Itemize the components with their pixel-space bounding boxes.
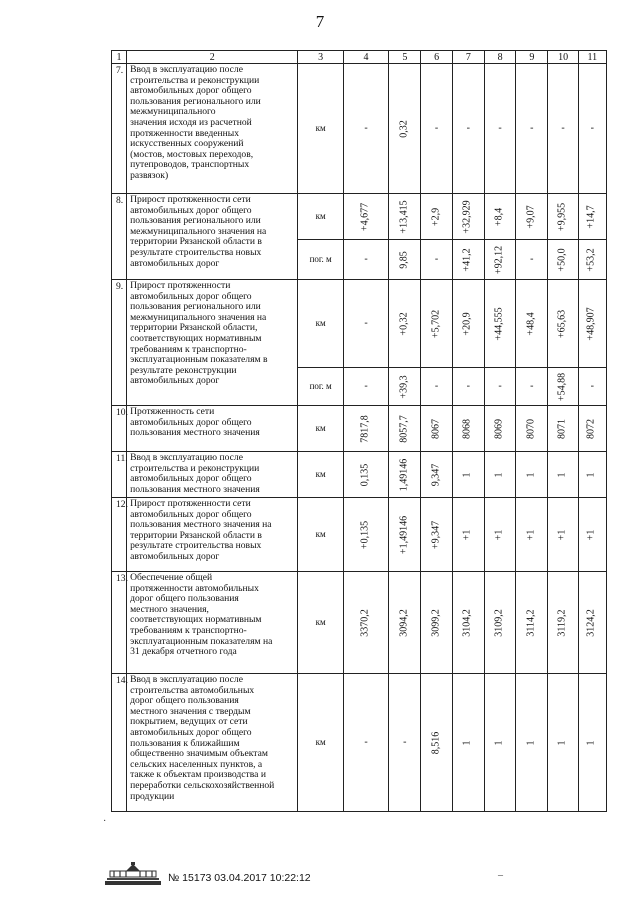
value-text: 1 [462,472,474,477]
value-text: - [530,122,534,134]
description-line: дорог общего пользования [130,695,239,707]
value-text: 0,32 [398,119,410,138]
value-text: - [364,736,368,748]
column-header-5: 5 [389,51,421,64]
description-line: развязок) [130,169,169,181]
value-cell [516,406,548,452]
value-cell [578,406,606,452]
value-text: - [590,122,595,134]
value-cell [484,452,515,498]
value-text: - [466,122,470,134]
value-text: - [561,122,565,134]
value-cell [343,406,388,452]
description-line: Протяженность сети [130,406,215,417]
value-cell [578,64,606,194]
column-header-11: 11 [578,51,606,64]
unit-cell: пог. м [298,368,343,406]
value-text: +1 [556,529,568,540]
description-line: эксплуатационным показателям на [130,635,273,647]
value-text: - [364,380,368,392]
value-text: 1 [556,740,568,745]
description-line: автомобильных дорог общего [130,204,252,216]
description-line: результате реконструкции [130,364,237,376]
description-line: (мостов, мостовых переходов, [130,148,254,160]
value-cell [343,240,388,280]
table-row [112,64,607,194]
value-cell [516,674,548,812]
value-cell [421,194,452,240]
value-text: +65,63 [556,309,568,338]
value-cell [452,64,484,194]
value-text: +53,2 [586,247,598,272]
value-text: 1 [586,472,598,477]
value-cell [421,280,452,368]
description-line: покрытием, ведущих от сети [130,716,248,728]
description-line: Ввод в эксплуатацию после [130,452,243,463]
value-text: - [466,380,470,392]
value-text: 3094,2 [398,608,410,637]
value-text: +14,7 [586,204,598,229]
row-number: 7. [112,64,127,194]
value-cell [343,452,388,498]
value-cell [421,572,452,674]
value-cell [343,572,388,674]
value-cell [548,498,578,572]
value-text: 3119,2 [556,608,568,637]
value-cell [484,406,515,452]
value-text: 8057,7 [398,414,410,443]
value-cell [343,64,388,194]
description-line: пользования регионального или [130,95,261,107]
description-line: требованиям к транспортно- [130,624,247,636]
unit-cell: км [298,498,343,572]
value-cell [452,406,484,452]
description-line: пользования регионального или [130,215,261,227]
value-text: 3370,2 [359,608,371,637]
column-header-10: 10 [548,51,578,64]
description-line: пользования к ближайшим [130,737,240,749]
value-text: 8067 [430,418,442,439]
value-text: +20,9 [462,311,474,336]
value-text: 8069 [493,418,505,439]
value-text: +9,347 [430,520,442,549]
value-cell [548,240,578,280]
indicator-description [127,452,298,498]
description-line: автомобильных дорог общего [130,290,252,302]
description-line: автомобильных дорог [130,375,220,387]
value-cell [421,452,452,498]
description-line: Обеспечение общей [130,572,213,583]
description-line: местного значения с твердым [130,705,251,717]
value-text: 0,135 [359,463,371,486]
value-cell [421,64,452,194]
table-row [112,406,607,452]
description-line: межмуниципального [130,106,216,118]
value-cell [452,280,484,368]
value-cell [389,280,421,368]
value-text: 8072 [586,418,598,439]
value-text: +39,3 [398,374,410,399]
value-text: - [434,122,439,134]
value-cell [389,572,421,674]
value-cell [516,572,548,674]
row-number: 13. [112,572,127,674]
value-cell [389,368,421,406]
description-line: Прирост протяженности сети [130,498,251,509]
value-text: 1 [586,740,598,745]
value-cell [484,240,515,280]
description-line: Прирост протяженности сети [130,194,251,205]
value-cell [452,572,484,674]
unit-cell: км [298,280,343,368]
row-number: 12. [112,498,127,572]
value-text: - [364,253,368,265]
indicator-description [127,674,298,812]
description-line: результате строительства новых [130,540,262,552]
value-cell [548,406,578,452]
value-text: 7817,8 [359,414,371,443]
value-cell [389,452,421,498]
value-text: +32,929 [462,199,474,234]
column-header-4: 4 [343,51,388,64]
table-row [112,194,607,240]
value-cell [516,64,548,194]
value-cell [516,498,548,572]
unit-cell: км [298,674,343,812]
description-line: продукции [130,790,175,802]
indicator-description [127,498,298,572]
value-cell [548,368,578,406]
value-cell [548,572,578,674]
description-line: также к объектам производства и [130,769,266,781]
description-line: протяженности введенных [130,127,240,139]
row-number: 9. [112,280,127,406]
value-cell [484,572,515,674]
value-text: +1 [493,529,505,540]
value-cell [578,498,606,572]
value-cell [516,240,548,280]
description-line: автомобильных дорог общего [130,416,252,428]
column-header-6: 6 [421,51,452,64]
value-cell [452,368,484,406]
column-header-2: 2 [127,51,298,64]
value-text: 1 [462,740,474,745]
value-cell [389,674,421,812]
column-header-3: 3 [298,51,343,64]
description-line: автомобильных дорог общего [130,726,252,738]
description-line: межмуниципального значения на [130,311,267,323]
value-text: - [434,380,439,392]
value-cell [343,674,388,812]
value-text: +2,9 [430,207,442,226]
unit-cell: км [298,406,343,452]
column-header-8: 8 [484,51,515,64]
description-line: местного значения, [130,603,209,615]
value-text: 3114,2 [525,608,537,637]
value-text: 9,85 [398,250,410,269]
value-text: +9,955 [556,202,568,231]
value-text: +44,555 [493,306,505,341]
description-line: соответствующих нормативным [130,614,262,626]
value-cell [548,64,578,194]
description-line: территории Рязанской области в [130,529,262,541]
value-cell [548,674,578,812]
value-text: +0,135 [359,520,371,549]
value-text: - [498,380,502,392]
description-line: межмуниципального значения на [130,225,267,237]
description-line: автомобильных дорог общего [130,508,252,520]
description-line: территории Рязанской области, [130,322,258,334]
value-text: 1 [556,472,568,477]
document-stamp: № 15173 03.04.2017 10:22:12 [168,872,311,884]
value-cell [343,194,388,240]
value-text: +13,415 [398,199,410,234]
value-cell [516,194,548,240]
value-text: - [364,317,368,329]
value-text: - [403,736,407,748]
value-cell [452,452,484,498]
description-line: Прирост протяженности [130,280,231,291]
description-line: пользования местного значения на [130,519,272,531]
value-cell [389,194,421,240]
value-text: - [590,380,595,392]
table-row [112,674,607,812]
description-line: требованиям к транспортно- [130,343,247,355]
scan-mark: – [498,870,503,881]
value-cell [452,674,484,812]
value-cell [389,406,421,452]
column-header-9: 9 [516,51,548,64]
description-line: территории Рязанской области в [130,236,262,248]
description-line: автомобильных дорог [130,550,220,562]
value-cell [578,194,606,240]
value-text: - [530,253,534,265]
value-cell [421,240,452,280]
value-text: 1 [525,740,537,745]
unit-cell: км [298,64,343,194]
value-text: +9,07 [525,204,537,229]
value-text: 8,516 [430,731,442,754]
value-text: +50,0 [556,247,568,272]
indicator-description [127,406,298,452]
indicator-description [127,572,298,674]
value-cell [389,64,421,194]
description-line: пользования регионального или [130,301,261,313]
row-number: 10. [112,406,127,452]
value-text: 8068 [462,418,474,439]
value-cell [452,498,484,572]
value-cell [421,674,452,812]
description-line: строительства и реконструкции [130,462,260,474]
indicator-description [127,194,298,280]
value-cell [578,674,606,812]
description-line: переработки сельскохозяйственной [130,779,275,791]
indicator-description [127,280,298,406]
table-row [112,280,607,368]
value-text: +5,702 [430,309,442,338]
value-text: +4,677 [359,202,371,231]
description-line: строительства автомобильных [130,684,255,696]
value-text: 1 [493,472,505,477]
value-text: - [364,122,368,134]
description-line: сельских населенных пунктов, а [130,758,263,770]
row-number: 8. [112,194,127,280]
value-cell [343,280,388,368]
value-cell [421,406,452,452]
value-text: +8,4 [493,207,505,226]
value-cell [484,194,515,240]
description-line: 31 декабря отчетного года [130,646,237,658]
value-cell [389,240,421,280]
value-text: 3124,2 [586,608,598,637]
description-line: пользования местного значения [130,483,260,495]
value-text: +1 [462,529,474,540]
description-line: Ввод в эксплуатацию после [130,674,243,685]
row-number: 11. [112,452,127,498]
page-number: 7 [315,12,325,31]
table-row [112,498,607,572]
value-cell [578,572,606,674]
description-line: строительства и реконструкции [130,74,260,86]
value-cell [484,674,515,812]
value-cell [548,280,578,368]
unit-cell: км [298,572,343,674]
value-cell [578,452,606,498]
value-text: - [530,380,534,392]
value-cell [421,498,452,572]
indicators-table [111,50,607,812]
value-text: 8071 [556,418,568,439]
value-cell [548,194,578,240]
value-text: +1 [586,529,598,540]
value-cell [484,368,515,406]
value-text: 8070 [525,418,537,439]
government-building-logo-icon [104,862,162,886]
value-cell [389,498,421,572]
value-cell [452,240,484,280]
value-text: 3109,2 [493,608,505,637]
description-line: протяженности автомобильных [130,582,259,594]
description-line: пользования местного значения [130,427,260,439]
description-line: дорог общего пользования [130,593,239,605]
value-cell [578,240,606,280]
value-text: +1 [525,529,537,540]
value-cell [343,368,388,406]
description-line: значения исходя из расчетной [130,116,252,128]
unit-cell: км [298,194,343,240]
description-line: путепроводов, транспортных [130,159,250,171]
description-line: искусственных сооружений [130,138,244,150]
value-cell [484,498,515,572]
value-text: 3104,2 [462,608,474,637]
unit-cell: пог. м [298,240,343,280]
value-text: +54,88 [556,372,568,401]
value-text: - [498,122,502,134]
description-line: результате строительства новых [130,246,262,258]
value-cell [516,452,548,498]
description-line: автомобильных дорог общего [130,85,252,97]
value-cell [343,498,388,572]
value-cell [516,368,548,406]
value-text: +48,907 [586,306,598,341]
value-text: 1,49146 [398,458,410,491]
value-text: +1,49146 [398,515,410,554]
value-cell [421,368,452,406]
value-text: 1 [525,472,537,477]
indicator-description [127,64,298,194]
value-text: 9,347 [430,463,442,486]
value-cell [516,280,548,368]
description-line: эксплуатационным показателям в [130,354,268,366]
value-text: +92,12 [493,245,505,274]
value-cell [578,280,606,368]
value-cell [452,194,484,240]
value-text: +0,32 [398,311,410,336]
description-line: общественно значимым объектам [130,748,268,760]
value-text: +41,2 [462,247,474,272]
value-cell [484,280,515,368]
description-line: Ввод в эксплуатацию после [130,64,243,75]
table-row [112,572,607,674]
description-line: автомобильных дорог [130,257,220,269]
value-text: - [434,253,439,265]
value-text: 1 [493,740,505,745]
scan-mark: · [103,816,107,827]
row-number: 14. [112,674,127,812]
table-header-row [112,51,607,64]
value-cell [484,64,515,194]
value-cell [548,452,578,498]
table-row [112,452,607,498]
description-line: соответствующих нормативным [130,332,262,344]
description-line: автомобильных дорог общего [130,473,252,485]
unit-cell: км [298,452,343,498]
value-text: +48,4 [525,311,537,336]
column-header-7: 7 [452,51,484,64]
value-text: 3099,2 [430,608,442,637]
column-header-1: 1 [112,51,127,64]
value-cell [578,368,606,406]
